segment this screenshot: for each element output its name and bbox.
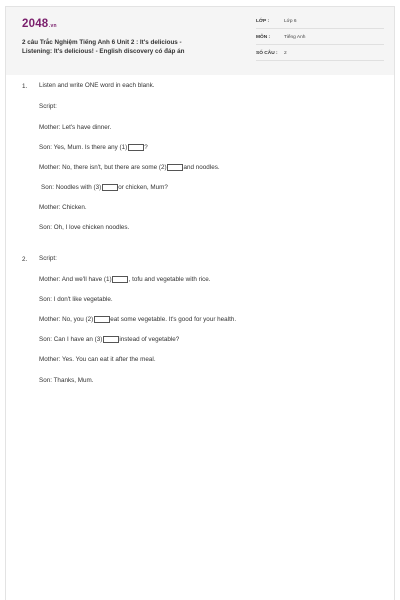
q1-line-1-text: Mother: Let's have dinner. (39, 124, 112, 131)
q2-line-4 (39, 335, 179, 344)
grade-value: Lớp 6 (284, 19, 297, 24)
q2-line-5-text: Mother: Yes. You can eat it after the meal. (39, 356, 156, 363)
q1-line-5-text: Mother: Chicken. (39, 204, 87, 211)
q1-blank-1-input[interactable] (128, 144, 144, 151)
q2-line-4-text-after: instead of vegetable? (119, 336, 180, 343)
q2-line-1-text-before: Mother: And we'll have (1) (39, 276, 112, 283)
q2-line-1-text-after: , tofu and vegetable with rice. (128, 276, 211, 283)
subject-value: Tiếng Anh (284, 35, 306, 40)
title-line-1: 2 câu Trắc Nghiệm Tiếng Anh 6 Unit 2 : It's delicious - (22, 39, 182, 46)
logo-main-text: 2048 (22, 18, 49, 30)
worksheet-page (5, 6, 395, 600)
question-1-script-label: Script: (39, 103, 57, 110)
q2-line-3 (39, 315, 236, 324)
q2-line-5 (39, 355, 156, 364)
q2-line-6-text: Son: Thanks, Mum. (39, 377, 94, 384)
q1-line-2 (39, 143, 148, 152)
question-1-instruction: Listen and write ONE word in each blank. (39, 82, 155, 89)
question-2-script-label: Script: (39, 255, 57, 262)
q2-blank-2-input[interactable] (94, 316, 110, 323)
q2-line-6 (39, 376, 93, 385)
meta-row-question-count (256, 49, 384, 61)
worksheet-title (22, 38, 242, 56)
site-logo[interactable] (22, 18, 57, 30)
q1-line-1 (39, 123, 111, 132)
grade-label: LỚP : (256, 19, 270, 24)
q1-line-2-text-before: Son: Yes, Mum. Is there any (1) (39, 144, 128, 151)
q1-line-4-text-after: or chicken, Mum? (118, 184, 168, 191)
q1-line-6 (39, 223, 129, 232)
q2-line-2 (39, 295, 113, 304)
title-line-2: Listening: It's delicious! - English discovery có đáp án (22, 48, 185, 55)
q1-line-3-text-after: and noodles. (183, 164, 220, 171)
question-1-number: 1. (22, 83, 28, 90)
question-count-value: 2 (284, 51, 287, 56)
q1-line-3 (39, 163, 220, 172)
q2-line-3-text-before: Mother: No, you (2) (39, 316, 94, 323)
q1-blank-2-input[interactable] (167, 164, 183, 171)
meta-row-subject (256, 33, 384, 45)
subject-label: MÔN : (256, 35, 271, 40)
q1-line-5 (39, 203, 87, 212)
q1-line-2-text-after: ? (144, 144, 148, 151)
logo-suffix-text: .vn (48, 23, 57, 29)
meta-row-grade (256, 17, 384, 29)
q1-blank-3-input[interactable] (102, 184, 118, 191)
q1-line-4-text-before: Son: Noodles with (3) (41, 184, 102, 191)
q2-blank-3-input[interactable] (103, 336, 119, 343)
worksheet-header (6, 7, 394, 75)
q2-blank-1-input[interactable] (112, 276, 128, 283)
q1-line-6-text: Son: Oh, I love chicken noodles. (39, 224, 130, 231)
q2-line-2-text: Son: I don't like vegetable. (39, 296, 113, 303)
q1-line-3-text-before: Mother: No, there isn't, but there are some (2) (39, 164, 167, 171)
q2-line-1 (39, 275, 211, 284)
q2-line-4-text-before: Son: Can I have an (3) (39, 336, 103, 343)
question-2-number: 2. (22, 256, 28, 263)
q1-line-4 (41, 183, 168, 192)
question-count-label: SỐ CÂU : (256, 51, 278, 56)
q2-line-3-text-after: eat some vegetable. It's good for your health. (110, 316, 237, 323)
